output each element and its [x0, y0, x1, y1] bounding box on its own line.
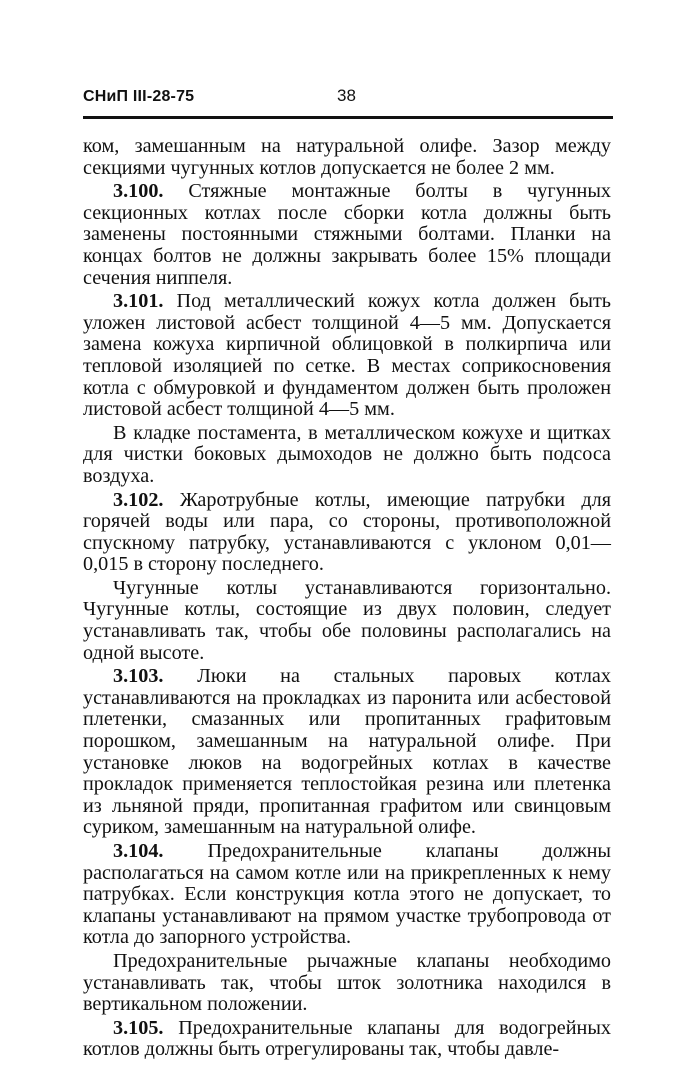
header-rule	[83, 116, 613, 119]
paragraph-text: Жаротрубные котлы, имеющие патрубки для горячей воды или пара, со стороны, противоположной спускному патрубку, устанавливаются с уклоном 0,01—0,015 в сторону последнего.	[83, 488, 611, 576]
paragraph-text: Предохранительные рычажные клапаны необходимо устанавливать так, чтобы шток золотника находился в вертикальном положении.	[83, 949, 611, 1016]
paragraph-text: Предохранительные клапаны для водогрейных котлов должны быть отрегулированы так, чтобы давле-	[83, 1016, 611, 1061]
paragraph	[83, 1018, 611, 1061]
paragraph	[83, 136, 611, 179]
paragraph-text: Стяжные монтажные болты в чугунных секционных котлах после сборки котла должны быть заменены постоянными стяжными болтами. Планки на концах болтов не должны закрывать более 15% площади сечения ниппеля.	[83, 180, 611, 289]
body-text	[83, 136, 611, 1061]
paragraph-text: В кладке постамента, в металлическом кожухе и щитках для чистки боковых дымоходов не должно быть подсоса воздуха.	[83, 421, 611, 487]
paragraph-text: Чугунные котлы устанавливаются горизонтально. Чугунные котлы, состоящие из двух половин, следует устанавливать так, чтобы обе половины располагались на одной высоте.	[83, 576, 611, 664]
clause-number: 3.105.	[113, 1016, 164, 1039]
paragraph-text: Люки на стальных паровых котлах устанавливаются на прокладках из паронита или асбестовой плетенки, смазанных или пропитанных графитовым порошком, замешанным на натуральной олифе. При установке люков на водогрейных котлах в качестве прокладок применяется теплостойкая резина или плетенка из льняной пряди, пропитанная графитом или свинцовым суриком, замешанным на натуральной олифе.	[83, 665, 611, 839]
paragraph-text: Предохранительные клапаны должны располагаться на самом котле или на прикрепленных к нему патрубках. Если конструкция котла этого не допускает, то клапаны устанавливают на прямом участке трубопровода от котла до запорного устройства.	[83, 840, 611, 949]
paragraph	[83, 423, 611, 488]
page-number: 38	[337, 86, 356, 105]
page-header	[83, 88, 613, 114]
clause-number: 3.102.	[113, 488, 164, 511]
paragraph-text: ком, замешанным на натуральной олифе. Зазор между секциями чугунных котлов допускается не более 2 мм.	[83, 135, 611, 179]
paragraph-text: Под металлический кожух котла должен быть уложен листовой асбест толщиной 4—5 мм. Допускается замена кожуха кирпичной облицовкой в полкирпича или тепловой изоляцией по сетке. В местах соприкосновения котла с обмуровкой и фундаментом должен быть проложен листовой асбест толщиной 4—5 мм.	[83, 290, 611, 421]
clause-number: 3.104.	[113, 840, 164, 862]
paragraph	[83, 841, 611, 949]
paragraph	[83, 578, 611, 664]
paragraph	[83, 291, 611, 421]
clause-number: 3.100.	[113, 180, 164, 203]
paragraph	[83, 490, 611, 576]
paragraph	[83, 951, 611, 1016]
paragraph	[83, 666, 611, 839]
paragraph	[83, 181, 611, 289]
document-code: СНиП III-28-75	[83, 88, 195, 105]
clause-number: 3.101.	[113, 290, 164, 313]
clause-number: 3.103.	[113, 665, 164, 688]
